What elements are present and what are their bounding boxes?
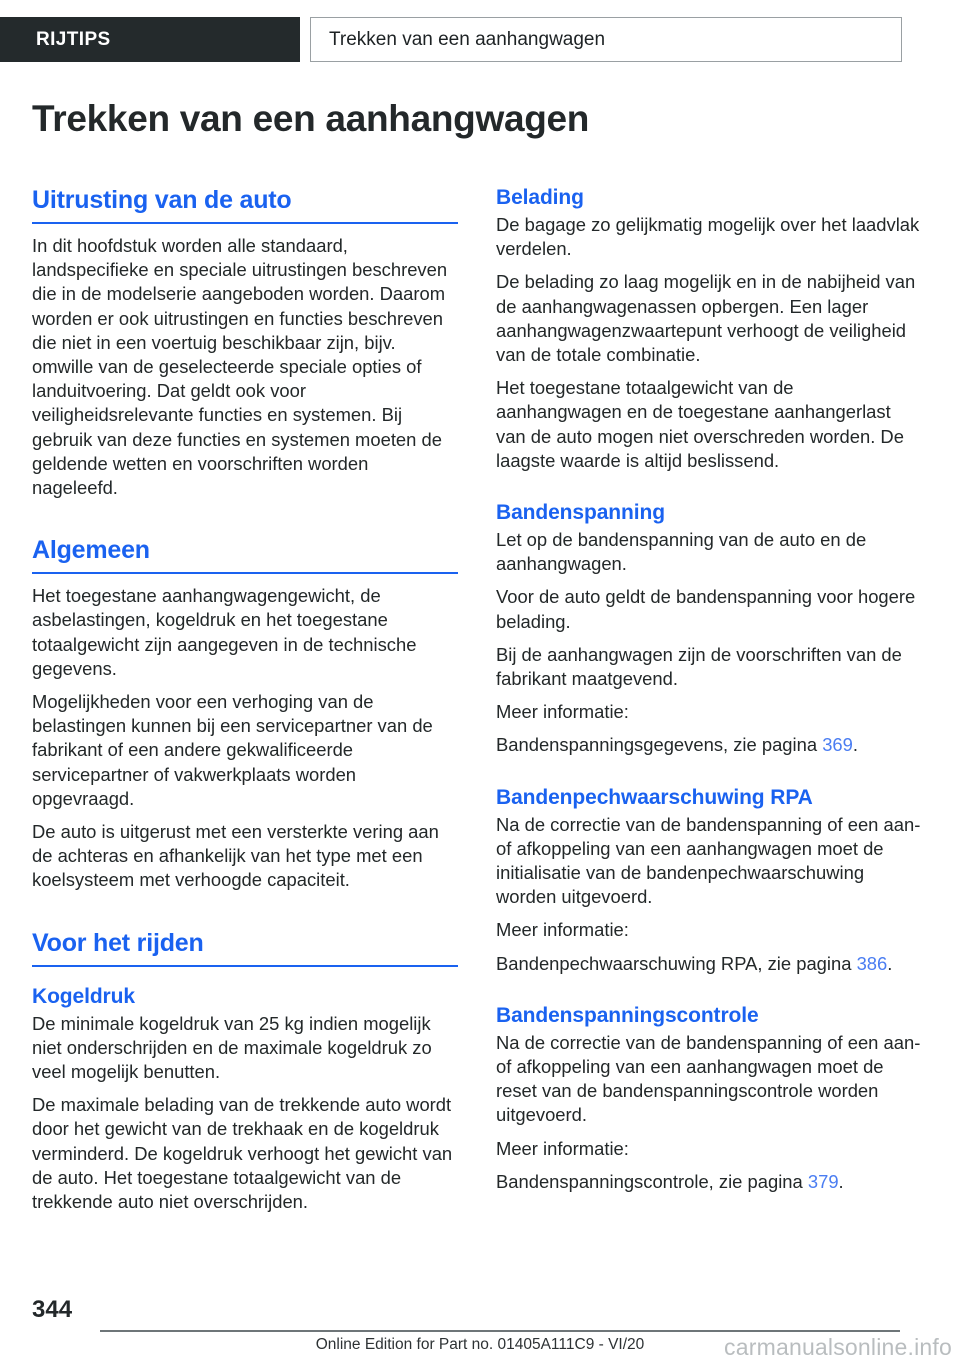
cross-reference — [496, 1170, 922, 1194]
paragraph: Bij de aanhangwagen zijn de voorschriften van de fabrikant maatgevend. — [496, 643, 902, 690]
cross-reference — [496, 952, 922, 976]
section-heading-uitrusting: Uitrusting van de auto — [32, 186, 458, 224]
page-reference-link[interactable]: 369 — [822, 734, 853, 756]
cross-reference-text: Bandenpechwaarschuwing RPA, zie pagina — [496, 952, 857, 974]
cross-reference-text: Bandenspanningsgegevens, zie pagina — [496, 734, 823, 756]
cross-reference-suffix: . — [887, 952, 893, 974]
cross-reference — [496, 733, 922, 757]
cross-reference-text: Bandenspanningscontrole, zie pagina — [496, 1170, 808, 1192]
more-information-label: Meer informatie: — [496, 701, 629, 723]
paragraph: Voor de auto geldt de bandenspanning voor hogere belading. — [496, 586, 916, 632]
watermark-text: carmanualsonline.info — [724, 1334, 952, 1360]
left-column — [32, 186, 458, 1266]
paragraph: In dit hoofdstuk worden alle standaard, landspecifieke en speciale uitrustingen beschreven die in de modelserie aangeboden worden. Daarom worden er ook uitrustingen en functies beschreven die niet in een voertuig beschikbaar zijn, bijv. omwille van de geselecteerde speciale opties of landuitvoering. Dat geldt ook voor veiligheidsrelevante functies en systemen. Bij gebruik van deze functies en systemen moeten de geldende wetten en voorschriften worden nageleefd. — [32, 235, 448, 499]
header-section-label: Trekken van een aanhangwagen — [310, 17, 902, 62]
paragraph: Het toegestane aanhangwagengewicht, de asbelastingen, kogeldruk en het toegestane totaalgewicht zijn aangegeven in de technische gegevens. — [32, 585, 417, 679]
paragraph: Na de correctie van de bandenspanning of een aan- of afkoppeling van een aanhangwagen moet de initialisatie van de bandenpechwaarschuwing worden uitgevoerd. — [496, 813, 921, 908]
page-running-header — [0, 17, 960, 62]
header-spacer — [300, 17, 310, 62]
cross-reference-suffix: . — [838, 1170, 844, 1192]
paragraph: De auto is uitgerust met een versterkte vering aan de achteras en afhankelijk van het type met een koelsysteem met verhoogde capaciteit. — [32, 821, 439, 891]
page-number: 344 — [32, 1296, 73, 1323]
page-reference-link[interactable]: 386 — [856, 952, 888, 974]
page-title: Trekken van een aanhangwagen — [32, 98, 590, 139]
paragraph: De minimale kogeldruk van 25 kg indien mogelijk niet onderschrijden en de maximale kogeldruk zo veel mogelijk benutten. — [32, 1012, 432, 1083]
paragraph: Mogelijkheden voor een verhoging van de belastingen kunnen bij een servicepartner van de fabrikant of een andere gekwalificeerde servicepartner of vakwerkplaats worden opgevraagd. — [32, 691, 433, 809]
subsection-heading-belading: Belading — [496, 186, 584, 209]
more-information-label: Meer informatie: — [496, 1137, 629, 1159]
section-heading-voor-het-rijden: Voor het rijden — [32, 929, 458, 967]
two-column-body — [32, 186, 922, 1266]
header-chapter-label: RIJTIPS — [0, 17, 300, 62]
paragraph: De maximale belading van de trekkende auto wordt door het gewicht van de trekhaak en de kogeldruk verminderd. De kogeldruk verhoogt het gewicht van de auto. Het toegestane totaalgewicht van de trekkende auto niet overschrijden. — [32, 1094, 453, 1213]
footer-edition-note: Online Edition for Part no. 01405A111C9 - VI/20 — [315, 1336, 645, 1353]
subsection-heading-bandenspanningscontrole: Bandenspanningscontrole — [496, 1003, 759, 1027]
footer-divider — [100, 1330, 900, 1332]
page-footer — [0, 1296, 960, 1362]
more-information-label: Meer informatie: — [496, 919, 629, 941]
subsection-heading-bandenspanning: Bandenspanning — [496, 501, 665, 525]
right-column — [496, 186, 922, 1266]
paragraph: Het toegestane totaalgewicht van de aanhangwagen en de toegestane aanhangerlast van de auto mogen niet overschreden worden. De laagste waarde is altijd beslissend. — [496, 377, 904, 471]
paragraph: De bagage zo gelijkmatig mogelijk over het laadvlak verdelen. — [496, 214, 920, 260]
paragraph: Na de correctie van de bandenspanning of een aan- of afkoppeling van een aanhangwagen moet de reset van de bandenspanningscontrole worden uitgevoerd. — [496, 1031, 921, 1126]
subsection-heading-bandenpechwaarschuwing-rpa: Bandenpechwaarschuwing RPA — [496, 785, 813, 809]
subsection-heading-kogeldruk: Kogeldruk — [32, 984, 135, 1008]
section-heading-algemeen: Algemeen — [32, 536, 458, 574]
paragraph: De belading zo laag mogelijk en in de nabijheid van de aanhangwagenassen opbergen. Een lager aanhangwagenzwaartepunt verhoogt de veiligheid van de totale combinatie. — [496, 271, 916, 366]
page-reference-link[interactable]: 379 — [807, 1170, 839, 1192]
cross-reference-suffix: . — [852, 734, 858, 756]
paragraph: Let op de bandenspanning van de auto en de aanhangwagen. — [496, 529, 867, 575]
